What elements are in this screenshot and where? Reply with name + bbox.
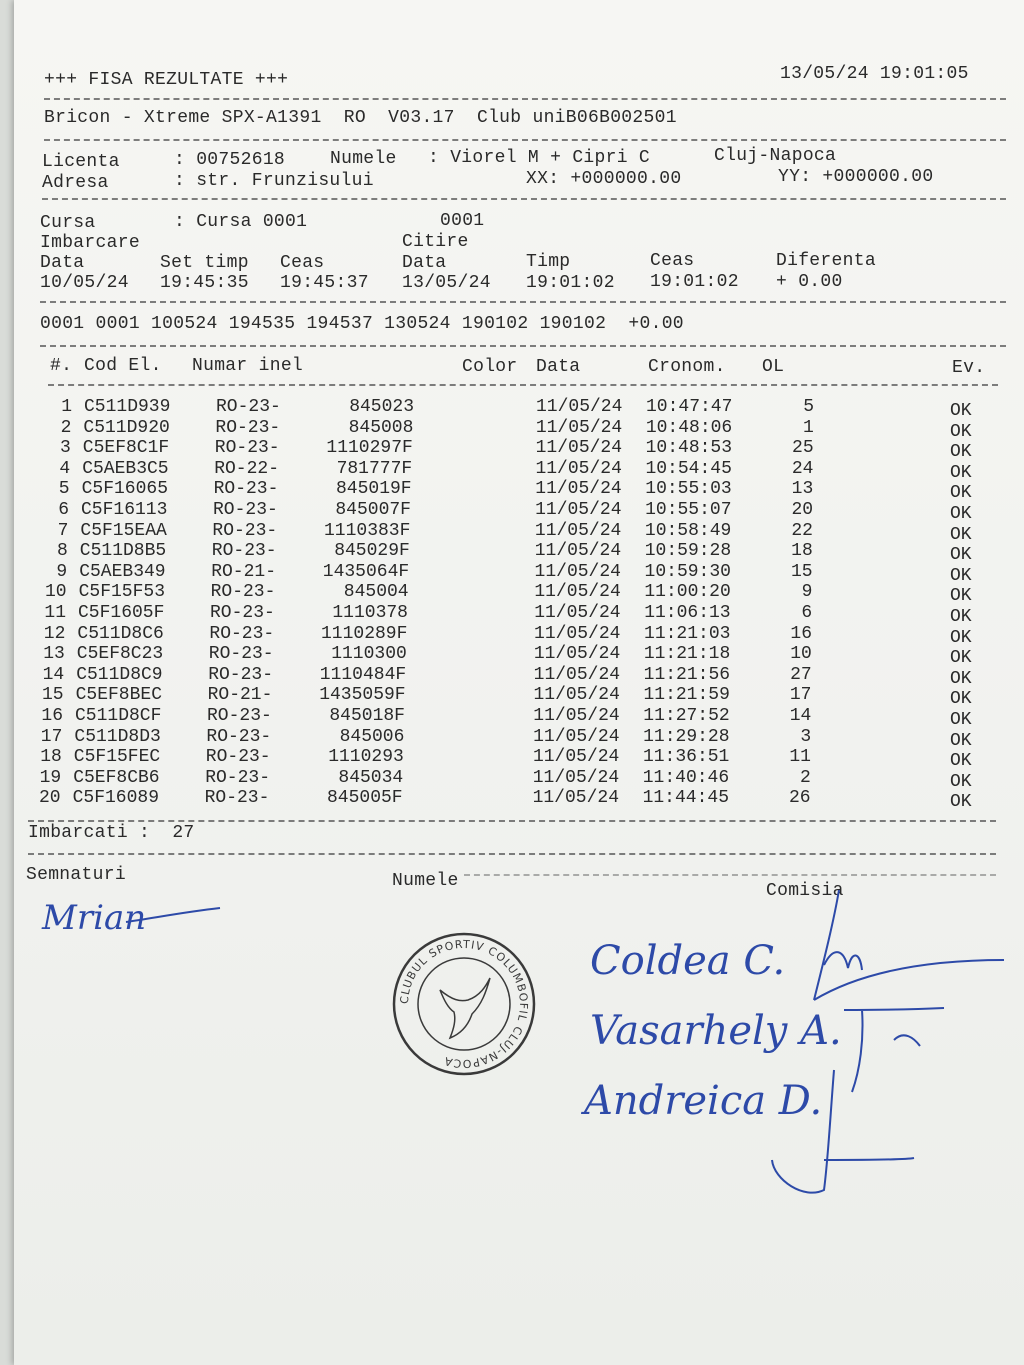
row-date: 11/05/24: [533, 685, 620, 706]
adresa-value: : str. Frunzisului: [174, 171, 374, 191]
row-ol: 17: [789, 685, 812, 706]
row-ol: 3: [800, 726, 812, 747]
table-row: [14, 747, 1024, 772]
commission-scribbles: [744, 860, 1014, 1240]
numele-footer-label: Numele: [392, 871, 459, 891]
coord-xx: XX: +000000.00: [526, 169, 682, 189]
device-info: Bricon - Xtreme SPX-A1391 RO V03.17 Club uniB06B002501: [44, 108, 677, 128]
row-ring-prefix: RO-23-: [207, 706, 272, 726]
table-row: [14, 561, 1024, 586]
row-ring-prefix: RO-23-: [209, 623, 275, 644]
row-number: 12: [43, 623, 66, 644]
licenta-label: Licenta: [42, 152, 120, 172]
val-diferenta: + 0.00: [776, 272, 843, 292]
row-date: 11/05/24: [534, 623, 621, 644]
row-ring-number: 781777F: [336, 458, 413, 479]
owner-signature-stroke: [124, 900, 224, 930]
col-ceas-citire: Ceas: [650, 251, 695, 271]
race-summary-line: 0001 0001 100524 194535 194537 130524 190102 190102 +0.00: [40, 314, 684, 334]
row-ring-prefix: RO-23-: [205, 747, 271, 768]
row-ev: OK: [950, 730, 972, 751]
print-datetime: 13/05/24 19:01:05: [780, 64, 969, 84]
row-cod: C511D8C6: [77, 623, 164, 644]
row-cod: C5F15FEC: [73, 747, 161, 768]
col-diferenta: Diferenta: [776, 251, 876, 271]
row-ev: OK: [950, 524, 972, 545]
row-time: 10:55:03: [645, 479, 732, 500]
row-date: 11/05/24: [535, 438, 623, 459]
row-date: 11/05/24: [532, 767, 620, 788]
row-ol: 20: [791, 500, 814, 520]
row-number: 20: [39, 788, 61, 809]
citire-label: Citire: [402, 232, 469, 252]
row-ev: OK: [950, 586, 972, 607]
table-row: [14, 582, 1024, 607]
row-date: 11/05/24: [532, 747, 620, 768]
row-ring-prefix: RO-23-: [206, 726, 272, 747]
table-row: [14, 438, 1024, 463]
val-timp: 19:01:02: [526, 273, 615, 293]
val-set-timp: 19:45:35: [160, 273, 249, 293]
row-ev: OK: [950, 565, 972, 586]
row-ring-number: 1110300: [331, 644, 407, 665]
row-time: 10:55:07: [645, 500, 732, 520]
row-number: 18: [40, 747, 62, 768]
row-ol: 13: [791, 479, 814, 500]
table-row: [14, 500, 1024, 524]
row-date: 11/05/24: [533, 664, 621, 685]
row-ring-prefix: RO-22-: [214, 458, 279, 479]
results-sheet: [14, 0, 1024, 1365]
adresa-label: Adresa: [42, 173, 109, 193]
row-time: 11:06:13: [644, 603, 731, 623]
th-data: Data: [536, 357, 581, 377]
row-date: 11/05/24: [533, 644, 621, 665]
row-ev: OK: [950, 442, 972, 463]
numele-value: : Viorel M + Cipri C: [428, 148, 651, 168]
row-ev: OK: [950, 771, 972, 792]
th-num: #.: [50, 356, 73, 376]
row-ring-number: 845007F: [335, 500, 411, 520]
row-ev: OK: [950, 648, 972, 669]
row-cod: C511D8CF: [75, 706, 162, 726]
table-row: [14, 664, 1024, 689]
row-number: 19: [39, 767, 62, 788]
imbarcati-count: Imbarcati : 27: [28, 823, 195, 843]
comisia-label: Comisia: [766, 881, 844, 901]
col-data: Data: [40, 253, 85, 273]
row-number: 1: [61, 397, 72, 417]
row-ev: OK: [950, 607, 972, 627]
row-ol: 26: [788, 788, 811, 809]
row-cod: C5AEB349: [79, 561, 166, 582]
th-cod: Cod El.: [84, 356, 162, 376]
coord-yy: YY: +000000.00: [778, 167, 934, 187]
table-row: [14, 767, 1024, 792]
table-row: [14, 685, 1024, 710]
commission-signature-1: Coldea C.: [590, 938, 786, 984]
row-ev: OK: [950, 504, 972, 524]
row-ring-prefix: RO-23-: [214, 438, 280, 459]
row-time: 10:59:30: [644, 561, 731, 582]
val-ceas: 19:45:37: [280, 273, 369, 293]
row-ol: 6: [801, 603, 813, 623]
row-ol: 2: [799, 767, 811, 788]
row-number: 15: [42, 685, 64, 706]
row-time: 11:00:20: [644, 582, 731, 603]
row-date: 11/05/24: [535, 479, 622, 500]
row-cod: C5F16065: [81, 479, 169, 500]
owner-city: Cluj-Napoca: [714, 146, 837, 166]
table-row: [14, 644, 1024, 669]
row-time: 10:48:53: [645, 438, 733, 459]
val-data: 10/05/24: [40, 273, 129, 293]
row-time: 11:44:45: [642, 788, 729, 809]
row-ring-number: 845005F: [326, 788, 403, 809]
imbarcare-label: Imbarcare: [40, 233, 140, 253]
commission-signature-3: Andreica D.: [584, 1078, 823, 1124]
row-ring-number: 1110484F: [319, 664, 407, 685]
row-ring-prefix: RO-23-: [205, 767, 270, 788]
row-cod: C5EF8CB6: [73, 767, 160, 788]
row-ev: OK: [950, 751, 972, 772]
row-time: 11:21:59: [643, 685, 730, 706]
row-cod: C5F15EAA: [80, 520, 167, 541]
row-ring-prefix: RO-23-: [211, 541, 277, 562]
row-ol: 15: [790, 561, 813, 582]
row-date: 11/05/24: [535, 458, 622, 479]
row-ol: 5: [803, 397, 814, 417]
row-time: 11:36:51: [642, 747, 730, 768]
row-ring-number: 1435064F: [322, 561, 410, 582]
col-timp: Timp: [526, 252, 571, 272]
row-ring-prefix: RO-23-: [204, 788, 270, 809]
row-time: 11:21:56: [643, 664, 731, 685]
row-number: 14: [42, 664, 65, 685]
divider: [40, 345, 1006, 347]
th-cronom: Cronom.: [648, 357, 726, 377]
row-cod: C511D939: [84, 397, 171, 417]
row-ring-number: 845004: [343, 582, 409, 603]
row-ring-number: 845018F: [329, 706, 405, 726]
row-cod: C5EF8BEC: [75, 685, 163, 706]
row-ring-number: 1110383F: [323, 520, 411, 541]
row-date: 11/05/24: [535, 417, 623, 438]
row-time: 10:54:45: [645, 458, 732, 479]
owner-signature: Mrian: [42, 898, 147, 938]
stamp-text: CLUBUL SPORTIV COLUMBOFIL CLUJ-NAPOCA: [397, 937, 531, 1071]
row-ring-number: 1110293: [328, 747, 404, 768]
commission-signature-2: Vasarhely A.: [590, 1008, 842, 1054]
row-date: 11/05/24: [534, 603, 621, 623]
row-ring-prefix: RO-23-: [210, 603, 275, 623]
cursa-label: Cursa: [40, 213, 96, 233]
table-row: [14, 726, 1024, 751]
row-time: 10:48:06: [645, 417, 733, 438]
row-date: 11/05/24: [533, 726, 620, 747]
row-ev: OK: [950, 689, 972, 710]
row-number: 11: [44, 603, 66, 623]
th-ev: Ev.: [952, 358, 986, 378]
col-ceas: Ceas: [280, 253, 325, 273]
row-number: 6: [58, 500, 69, 520]
row-time: 10:58:49: [644, 520, 732, 541]
th-ol: OL: [762, 357, 785, 377]
row-cod: C5F15F53: [78, 582, 166, 603]
divider: [44, 98, 1006, 100]
row-ol: 14: [789, 706, 812, 726]
row-ev: OK: [950, 462, 972, 483]
table-row: [14, 603, 1024, 627]
table-row: [14, 417, 1024, 442]
row-ol: 22: [791, 520, 813, 541]
row-ev: OK: [950, 668, 972, 689]
row-number: 3: [60, 438, 71, 459]
row-ring-number: 845034: [338, 767, 404, 788]
row-date: 11/05/24: [534, 561, 621, 582]
row-cod: C511D8C9: [76, 664, 163, 685]
table-row: [14, 706, 1024, 730]
row-ol: 18: [791, 541, 813, 562]
row-ol: 1: [803, 417, 814, 438]
th-color: Color: [462, 357, 518, 377]
row-ring-prefix: RO-21-: [207, 685, 273, 706]
numele-label: Numele: [330, 149, 397, 169]
row-ring-number: 845008: [348, 417, 414, 438]
row-cod: C511D8D3: [74, 726, 161, 747]
row-ring-prefix: RO-23-: [215, 417, 281, 438]
table-row: [14, 458, 1024, 483]
row-number: 13: [43, 644, 65, 665]
row-ev: OK: [950, 421, 972, 442]
table-row: [14, 479, 1024, 504]
row-ring-number: 1435059F: [319, 685, 406, 706]
row-ring-prefix: RO-23-: [216, 397, 281, 417]
row-ring-number: 1110289F: [320, 623, 408, 644]
row-ev: OK: [950, 545, 972, 566]
row-ol: 11: [789, 747, 811, 768]
divider: [48, 384, 998, 386]
row-time: 11:21:03: [644, 623, 731, 644]
row-number: 8: [57, 541, 68, 562]
row-date: 11/05/24: [536, 397, 623, 417]
row-time: 11:40:46: [642, 767, 730, 788]
row-ring-number: 845023: [349, 397, 414, 417]
row-ring-prefix: RO-23-: [213, 500, 278, 520]
val-data-citire: 13/05/24: [402, 273, 491, 293]
row-number: 9: [56, 561, 68, 582]
row-cod: C511D920: [83, 417, 170, 438]
th-inel: Numar inel: [192, 356, 304, 376]
row-ev: OK: [950, 483, 972, 504]
col-set-timp: Set timp: [160, 253, 249, 273]
row-ol: 24: [791, 458, 814, 479]
row-ring-prefix: RO-23-: [208, 644, 274, 665]
sheet-title: +++ FISA REZULTATE +++: [44, 70, 289, 90]
row-date: 11/05/24: [534, 582, 621, 603]
row-cod: C5EF8C1F: [82, 438, 170, 459]
row-cod: C5F16113: [81, 500, 168, 520]
row-number: 10: [45, 582, 67, 603]
row-number: 7: [57, 520, 69, 541]
divider: [28, 820, 996, 822]
row-ring-number: 845029F: [334, 541, 410, 562]
row-time: 10:47:47: [646, 397, 733, 417]
cursa-value: : Cursa 0001: [174, 212, 308, 232]
divider: [42, 198, 1006, 200]
row-ol: 16: [790, 623, 813, 644]
row-date: 11/05/24: [535, 500, 622, 520]
row-cod: C5AEB3C5: [82, 458, 169, 479]
row-time: 11:21:18: [643, 644, 731, 665]
club-stamp: [390, 930, 538, 1078]
table-row: [14, 623, 1024, 648]
row-cod: C5EF8C23: [76, 644, 164, 665]
row-ev: OK: [950, 710, 972, 730]
row-date: 11/05/24: [533, 706, 620, 726]
divider: [44, 139, 1006, 141]
row-ring-prefix: RO-23-: [213, 479, 279, 500]
row-ol: 9: [801, 582, 813, 603]
row-time: 10:59:28: [644, 541, 732, 562]
row-ring-prefix: RO-23-: [210, 582, 276, 603]
row-ring-number: 1110297F: [326, 438, 413, 459]
row-date: 11/05/24: [534, 541, 622, 562]
row-ring-prefix: RO-23-: [208, 664, 273, 685]
licenta-value: : 00752618: [174, 150, 286, 170]
row-ol: 27: [790, 664, 812, 685]
cursa-code: 0001: [440, 211, 485, 231]
divider: [28, 853, 996, 855]
divider: [40, 301, 1006, 303]
row-ev: OK: [950, 627, 972, 648]
val-ceas-citire: 19:01:02: [650, 272, 739, 292]
row-ol: 10: [790, 644, 812, 665]
table-row: [14, 397, 1024, 421]
row-ev: OK: [950, 401, 972, 421]
col-data-citire: Data: [402, 253, 447, 273]
row-ring-number: 845019F: [335, 479, 412, 500]
row-time: 11:27:52: [643, 706, 730, 726]
row-time: 11:29:28: [643, 726, 730, 747]
row-date: 11/05/24: [532, 788, 619, 809]
table-row: [14, 520, 1024, 545]
row-cod: C5F16089: [72, 788, 160, 809]
row-ring-prefix: RO-23-: [212, 520, 278, 541]
row-number: 2: [60, 417, 72, 438]
row-cod: C511D8B5: [79, 541, 167, 562]
row-ring-number: 1110378: [332, 603, 408, 623]
row-number: 4: [59, 458, 71, 479]
row-ol: 25: [792, 438, 814, 459]
row-date: 11/05/24: [534, 520, 622, 541]
row-ring-number: 845006: [339, 726, 405, 747]
row-ev: OK: [950, 792, 972, 813]
table-row: [14, 541, 1024, 566]
semnaturi-label: Semnaturi: [26, 865, 126, 885]
row-cod: C5F1605F: [78, 603, 165, 623]
row-number: 16: [41, 706, 63, 726]
row-number: 5: [58, 479, 70, 500]
table-row: [14, 788, 1024, 813]
row-ring-prefix: RO-21-: [211, 561, 276, 582]
row-number: 17: [40, 726, 63, 747]
